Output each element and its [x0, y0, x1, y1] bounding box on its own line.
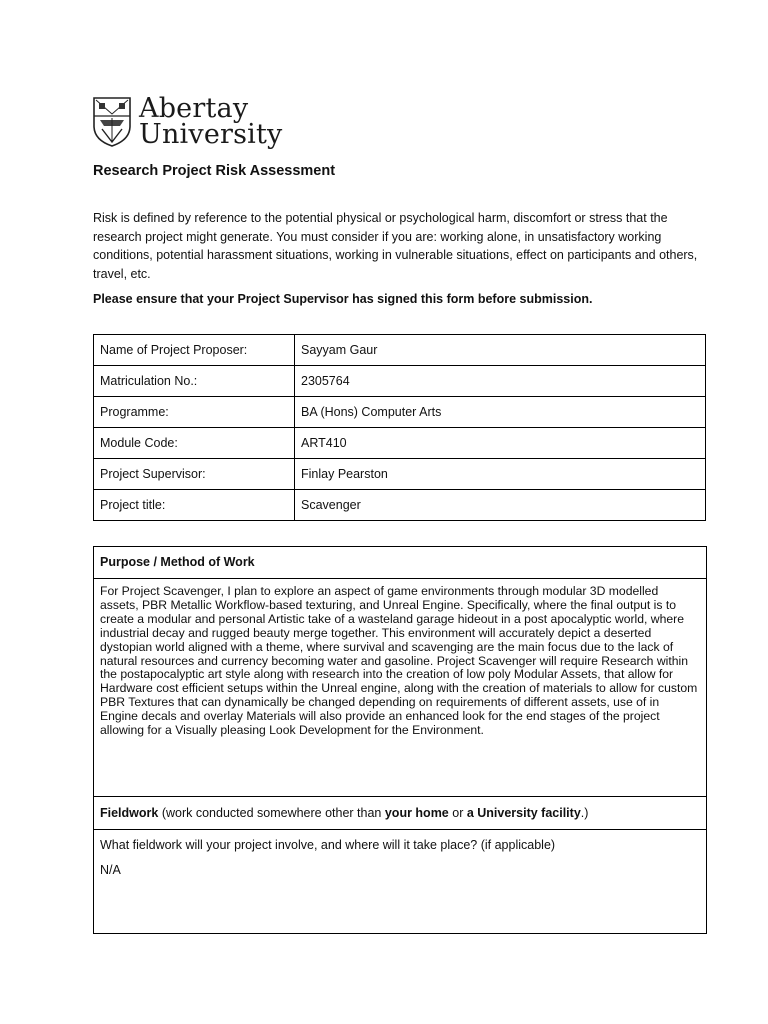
table-row — [94, 397, 706, 428]
abertay-logo — [92, 93, 302, 152]
logo-wordmark — [139, 93, 283, 150]
table-row — [94, 366, 706, 397]
purpose-text: For Project Scavenger, I plan to explore an aspect of game environments through modular 3D modelled assets, PBR Metallic Workflow-based texturing, and Unreal Engine. Specifically, where the final output is to create a modular and personal Artistic take of a wasteland garage hideout in a post apocalyptic world, where industrial decay and rugged beauty merge together. This environment will accurately depict a deserted dystopian world aligned with a theme, where survival and scavenging are the main focus due to the lack of natural resources and currency becoming water and gasoline. Project Scavenger will require Research within the postapocalyptic art style along with research into the creation of low poly Modular Assets, that allow for Hardware cost efficient setups within the Unreal engine, along with the creation of materials to allow for custom PBR Textures that can dynamically be changed depending on requirements of different assets, use of in Engine decals and overlay Materials will also provide an enhanced look for the end stages of the project allowing for a Visually pleasing Look Development for the Environment. — [100, 584, 698, 738]
fieldwork-heading-line — [100, 806, 588, 820]
logo-line-2: University — [139, 119, 283, 150]
project-details-table — [93, 334, 706, 521]
table-row — [94, 490, 706, 521]
detail-value: BA (Hons) Computer Arts — [295, 397, 706, 428]
fieldwork-heading: Fieldwork — [100, 806, 159, 820]
table-row — [94, 335, 706, 366]
fieldwork-answer: N/A — [100, 863, 121, 877]
detail-label: Name of Project Proposer: — [94, 335, 295, 366]
detail-value: Scavenger — [295, 490, 706, 521]
table-row — [94, 428, 706, 459]
purpose-header-row — [94, 547, 706, 579]
detail-value: ART410 — [295, 428, 706, 459]
logo-line-1: Abertay — [139, 93, 249, 124]
fieldwork-body-row — [94, 830, 706, 933]
fieldwork-header-row — [94, 797, 706, 830]
university-crest-icon — [92, 96, 132, 148]
detail-value: 2305764 — [295, 366, 706, 397]
fieldwork-desc-3: .) — [580, 806, 589, 820]
detail-label: Programme: — [94, 397, 295, 428]
detail-label: Project title: — [94, 490, 295, 521]
fieldwork-question: What fieldwork will your project involve, and where will it take place? (if applicable) — [100, 838, 556, 852]
document-title: Research Project Risk Assessment — [93, 163, 336, 179]
detail-label: Matriculation No.: — [94, 366, 295, 397]
detail-label: Module Code: — [94, 428, 295, 459]
purpose-body-row — [94, 579, 706, 797]
table-row — [94, 459, 706, 490]
detail-value: Finlay Pearston — [295, 459, 706, 490]
intro-paragraph: Risk is defined by reference to the potential physical or psychological harm, discomfort or stress that the research project might generate. You must consider if you are: working alone, in unsatisfactory working conditions, potential harassment situations, working in vulnerable situations, effect on participants and others, travel, etc. — [93, 211, 698, 281]
fieldwork-desc-1: (work conducted somewhere other than — [158, 806, 385, 820]
supervisor-notice: Please ensure that your Project Supervisor has signed this form before submission. — [93, 292, 593, 306]
fieldwork-facility: a University facility — [466, 806, 581, 820]
fieldwork-desc-2: or — [448, 806, 467, 820]
detail-label: Project Supervisor: — [94, 459, 295, 490]
fieldwork-home: your home — [384, 806, 449, 820]
detail-value: Sayyam Gaur — [295, 335, 706, 366]
purpose-fieldwork-table — [93, 546, 707, 934]
purpose-heading: Purpose / Method of Work — [100, 555, 255, 569]
